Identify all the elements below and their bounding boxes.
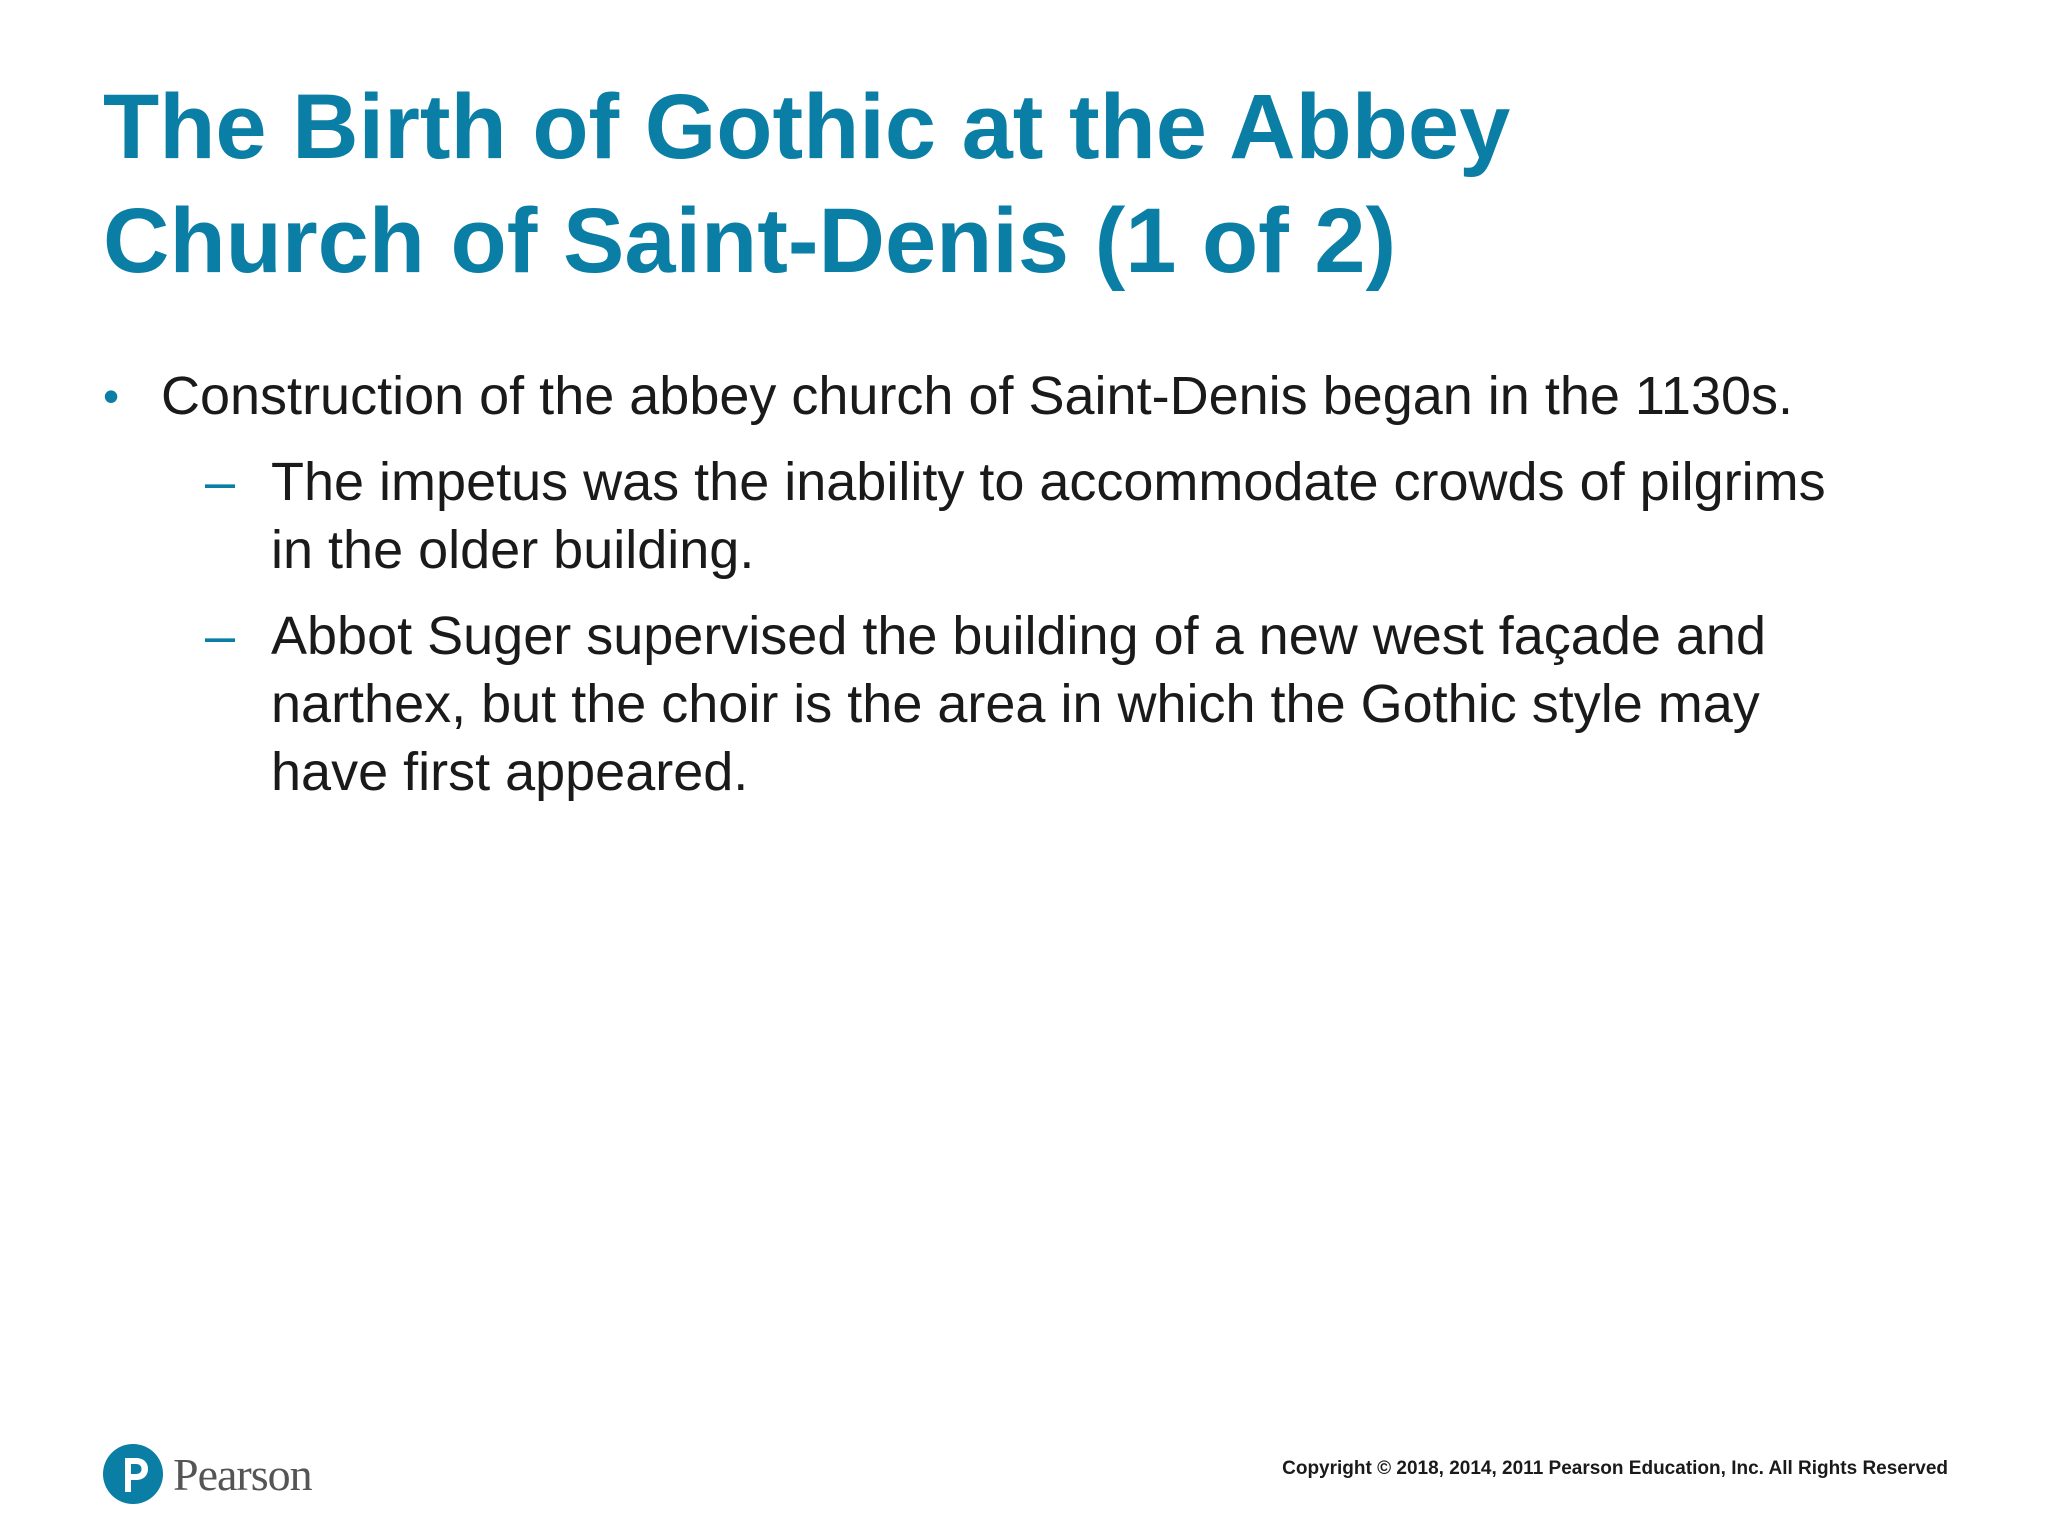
sub-bullet-line: Abbot Suger supervised the building of a new west façade and [271, 606, 1766, 666]
slide-title-line-1: The Birth of Gothic at the Abbey [103, 76, 1511, 178]
bullet-item [103, 362, 1953, 430]
sub-bullet-line: narthex, but the choir is the area in which the Gothic style may [271, 674, 1760, 734]
slide-title-line-2: Church of Saint-Denis (1 of 2) [103, 190, 1397, 292]
bullet-text: Construction of the abbey church of Saint-Denis began in the 1130s. [161, 366, 1794, 426]
sub-bullet-line: have first appeared. [271, 742, 749, 802]
sub-bullet-line: in the older building. [271, 520, 755, 580]
pearson-p-icon [103, 1444, 163, 1504]
pearson-logo [103, 1441, 312, 1507]
copyright-notice: Copyright © 2018, 2014, 2011 Pearson Education, Inc. All Rights Reserved [1282, 1458, 1948, 1479]
sub-bullet-item [205, 448, 1953, 584]
sub-bullet-marker: – [205, 452, 236, 512]
slide-title [103, 70, 1903, 298]
sub-bullet-marker: – [205, 606, 236, 666]
pearson-wordmark: Pearson [173, 1448, 312, 1500]
sub-bullet-item [205, 602, 1953, 806]
bullet-marker: • [103, 370, 120, 422]
slide-body [103, 362, 1953, 806]
sub-bullet-line: The impetus was the inability to accommodate crowds of pilgrims [271, 452, 1826, 512]
